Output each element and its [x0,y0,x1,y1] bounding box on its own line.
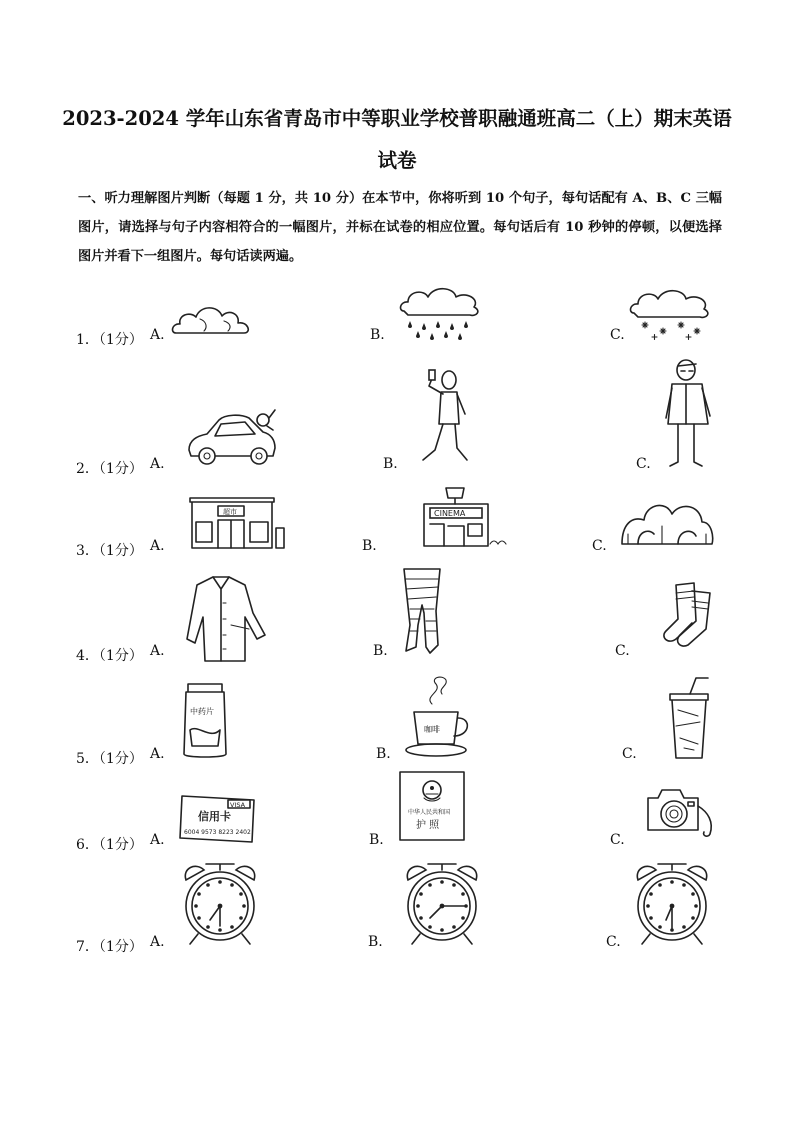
option-a[interactable]: A. [150,934,165,950]
option-c[interactable]: C. [636,456,651,472]
shop-sign: 超市 [223,508,237,516]
question-5 [0,672,794,767]
option-b[interactable]: B. [370,327,385,343]
jar-icon [180,680,230,760]
question-number: 4．（1分） [76,648,143,664]
stockings-icon [398,565,448,657]
alarm-clock-icon [632,860,712,946]
passport-country: 中华人民共和国 [408,809,451,816]
cloud-icon [170,299,255,339]
credit-card-icon [178,792,258,846]
shop-building-icon [188,494,286,552]
alarm-clock-icon [402,860,482,946]
passport-icon [398,770,466,842]
page-title: 2023-2024 学年山东省青岛市中等职业学校普职融通班高二（上）期末英语试卷 [62,107,732,172]
option-a[interactable]: A. [150,643,165,659]
standing-man-icon [662,358,714,470]
option-a[interactable]: A. [150,538,165,554]
option-b[interactable]: B. [362,538,377,554]
rain-cloud-icon [398,285,483,345]
cinema-building-icon [418,484,508,550]
option-a[interactable]: A. [150,456,165,472]
section-intro: 一、听力理解图片判断（每题 1 分，共 10 分）在本节中，你将听到 10 个句子，每句话配有 A、B、C 三幅图片，请选择与句子内容相符合的一幅图片，并标在试卷的相应位置。每句话后有 10 秒钟的停顿，以便选择图片并看下一组图片。每句话读两遍。 [78,191,722,264]
cinema-sign: CINEMA [434,509,466,518]
snow-cloud-icon [628,287,713,342]
option-a[interactable]: A. [150,746,165,762]
question-number: 6．（1分） [76,837,143,853]
question-7 [0,858,794,958]
card-brand: VISA [230,801,246,809]
cup-label: 咖啡 [424,725,440,734]
option-b[interactable]: B. [383,456,398,472]
question-4 [0,565,794,665]
coffee-cup-icon [402,674,474,760]
option-c[interactable]: C. [622,746,637,762]
question-1 [0,285,794,360]
question-number: 1．（1分） [76,332,143,348]
question-number: 2．（1分） [76,461,143,477]
option-c[interactable]: C. [610,327,625,343]
option-a[interactable]: A. [150,327,165,343]
option-c[interactable]: C. [592,538,607,554]
question-number: 7．（1分） [76,939,143,955]
option-b[interactable]: B. [376,746,391,762]
option-c[interactable]: C. [610,832,625,848]
option-c[interactable]: C. [606,934,621,950]
question-6 [0,770,794,855]
driver-in-car-icon [185,406,280,468]
question-3 [0,492,794,557]
walking-man-icon [415,368,475,468]
socks-icon [646,581,716,651]
card-name: 信用卡 [198,810,231,823]
drink-cup-icon [664,676,714,762]
camera-icon [644,786,718,842]
option-b[interactable]: B. [368,934,383,950]
option-b[interactable]: B. [373,643,388,659]
question-2 [0,358,794,478]
passport-title: 护 照 [416,820,440,831]
jar-label: 中药片 [190,707,214,716]
shirt-icon [183,573,269,665]
option-b[interactable]: B. [369,832,384,848]
option-a[interactable]: A. [150,832,165,848]
card-number: 6004 9573 8223 2402 [184,829,251,836]
question-number: 5．（1分） [76,751,143,767]
question-number: 3．（1分） [76,543,143,559]
option-c[interactable]: C. [615,643,630,659]
park-icon [618,494,716,548]
alarm-clock-icon [180,860,260,946]
